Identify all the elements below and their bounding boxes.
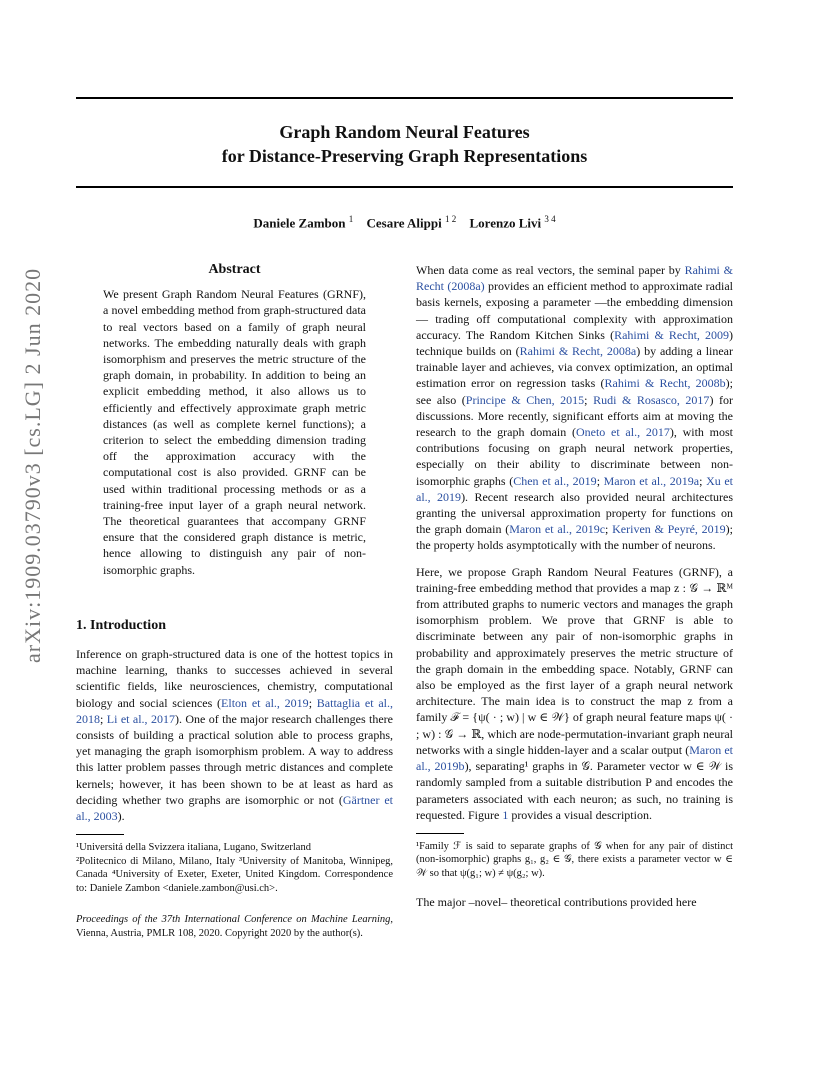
proceedings-venue: Proceedings of the 37th International Conference on Machine Learning xyxy=(76,914,391,926)
author-3-affil: 3 4 xyxy=(544,214,556,224)
left-column xyxy=(76,262,393,940)
text-run: ; xyxy=(100,711,107,726)
author-3: Lorenzo Livi xyxy=(469,215,542,231)
arxiv-stamp: arXiv:1909.03790v3 [cs.LG] 2 Jun 2020 xyxy=(20,267,45,663)
text-run: ). xyxy=(117,809,125,824)
text-run: ). One of the major research challenges there consists of building a practical solution able to process graphs, yet managing the graph isomorphism problem. A way to address this latter problem passes through metric distances and complete kernels; however, it has been shown to be at least as hard as deciding whether two graphs are isomorphic or not ( xyxy=(76,711,394,807)
text-run: ), with most contributions focusing on graph neural network properties, especially on their ability to discriminate between non-isomorphic graphs ( xyxy=(416,425,733,488)
citation-link[interactable]: Rahimi & Recht, 2008b xyxy=(604,376,726,391)
citation-link[interactable]: Rudi & Rosasco, 2017 xyxy=(593,392,710,407)
text-run: provides a visual description. xyxy=(508,807,652,822)
text-run: ). Recent research also provided neural architectures granting the universal approximation property for functions on the graph domain ( xyxy=(416,489,733,537)
affiliation-footnote-2: ²Politecnico di Milano, Milano, Italy ³University of Manitoba, Winnipeg, Canada ⁴University of Exeter, Exeter, United Kingdom. Correspondence to: Daniele Zambon <daniele.zambon@usi.ch>. xyxy=(76,855,393,894)
text-run: Inference on graph-structured data is one of the hottest topics in machine learning, thanks to successes achieved in several scientific fields, like neurosciences, chemistry, computational biology and social sciences ( xyxy=(76,647,393,710)
author-2-affil: 1 2 xyxy=(444,214,457,224)
footnote-rule xyxy=(416,833,464,834)
citation-link[interactable]: Li et al., 2017 xyxy=(106,711,175,726)
text-run: ; xyxy=(605,522,613,537)
text-run: ) technique builds on ( xyxy=(416,327,733,359)
text-run: ; xyxy=(596,473,604,488)
citation-link[interactable]: Rahimi & Recht, 2009 xyxy=(614,327,729,342)
affiliation-footnote-1: ¹Universitá della Svizzera italiana, Lugano, Switzerland xyxy=(76,842,311,854)
citation-link[interactable]: Keriven & Peyré, 2019 xyxy=(612,522,726,537)
citation-link[interactable]: Rahimi & Recht (2008a) xyxy=(416,263,733,294)
author-2: Cesare Alippi xyxy=(366,215,442,231)
proceedings-rest: , Vienna, Austria, PMLR 108, 2020. Copyright 2020 by the author(s). xyxy=(76,914,393,939)
author-list xyxy=(76,214,733,231)
text-run: provides an efficient method to approximate radial basis kernels, exposing a parameter —the embedding dimension— trading off computational complexity with approximation accuracy. The Random Kitchen Sinks ( xyxy=(416,279,733,342)
body-paragraph-3: The major –novel– theoretical contributions provided here xyxy=(416,895,697,910)
paper-title-line2: for Distance-Preserving Graph Representations xyxy=(221,146,588,166)
author-1-affil: 1 xyxy=(348,214,354,224)
text-run: ) for discussions. More recently, significant efforts aim at moving the research to the graph domain ( xyxy=(416,392,733,440)
separation-footnote: ¹Family ℱ is said to separate graphs of 𝒢 when for any pair of distinct (non-isomorphic) graphs g₁, g₂ ∈ 𝒢, there exists a parameter vector w ∈ 𝒲 so that ψ(g₁; w) ≠ ψ(g₂; w). xyxy=(416,840,733,879)
proceedings-note xyxy=(76,913,393,940)
text-run: ; xyxy=(699,473,707,488)
abstract-text: We present Graph Random Neural Features (GRNF), a novel embedding method from graph-structured data to real vectors based on a family of graph neural networks. The embedding naturally deals with graph isomorphism and preserves the metric structure of the graph domain, in probability. In addition to being an explicit embedding method, it also allows us to efficiently and effectively approximate graph metric distances (as well as complete kernel functions); a criterion to select the embedding dimension trading off the approximation accuracy with the computational cost is also provided. GRNF can be used within traditional processing methods or as a training-free input layer of a graph neural network. The theoretical guarantees that accompany GRNF ensure that the considered graph distance is metric, hence allowing to distinguish any pair of non-isomorphic graphs. xyxy=(103,287,366,577)
text-run: ); the property holds asymptotically with the number of neurons. xyxy=(416,522,733,553)
abstract-heading: Abstract xyxy=(208,262,261,277)
text-run: ) by adding a linear trainable layer and achieves, via convex optimization, an optimal estimation error on regression tasks ( xyxy=(416,344,734,391)
citation-link[interactable]: Elton et al., 2019 xyxy=(221,695,309,710)
citation-link[interactable]: Gärtner et al., 2003 xyxy=(76,792,393,824)
citation-link[interactable]: Maron et al., 2019b xyxy=(416,742,733,774)
citation-link[interactable]: Xu et al., 2019 xyxy=(416,473,733,504)
citation-link[interactable]: Maron et al., 2019c xyxy=(509,522,606,537)
section-heading-introduction: 1. Introduction xyxy=(76,617,166,633)
citation-link[interactable]: Oneto et al., 2017 xyxy=(575,425,670,440)
citation-link[interactable]: Rahimi & Recht, 2008a xyxy=(519,344,637,359)
text-run: ), separating¹ graphs in 𝒢. Parameter vector w ∈ 𝒲 is randomly sampled from a suitable distribution P and encodes the parameters associated with each neuron; as such, no training is requested. Figure xyxy=(416,759,733,822)
text-run: ); see also ( xyxy=(416,376,733,407)
text-run: ; xyxy=(308,695,317,710)
text-run: Here, we propose Graph Random Neural Features (GRNF), a training-free embedding method that provides a map z : 𝒢 → ℝᴹ from attributed graphs to numeric vectors and manages the graph isomorphism problem. We prove that GRNF is able to discriminate between any pair of non-isomorphic graphs in probability and approximately preserves the metric structure of the graph domain in the embedding space. Notably, GRNF can also be employed as the first layer of a graph neural network architecture. The main idea is to construct the map z from a family ℱ = {ψ( · ; w) | w ∈ 𝒲} of graph neural feature maps ψ( · ; w) : 𝒢 → ℝ, which are node-permutation-invariant graph neural networks with a single hidden-layer and a scalar output ( xyxy=(416,564,733,757)
citation-link[interactable]: Battaglia et al., 2018 xyxy=(76,695,393,726)
citation-link[interactable]: Maron et al., 2019a xyxy=(603,473,700,488)
text-run: When data come as real vectors, the seminal paper by xyxy=(416,263,685,277)
body-paragraph-1 xyxy=(416,262,733,554)
footnote-rule xyxy=(76,834,124,835)
citation-link[interactable]: Chen et al., 2019 xyxy=(513,473,597,488)
bottom-rule xyxy=(76,186,733,188)
intro-paragraph xyxy=(76,646,393,824)
top-rule xyxy=(76,97,733,99)
body-paragraph-2 xyxy=(416,564,733,823)
right-column xyxy=(416,262,733,921)
author-1: Daniele Zambon xyxy=(253,215,346,231)
citation-link[interactable]: Principe & Chen, 2015 xyxy=(465,392,585,407)
text-run: ; xyxy=(584,392,594,407)
figure-link[interactable]: 1 xyxy=(502,807,509,822)
paper-title-line1: Graph Random Neural Features xyxy=(279,122,530,142)
